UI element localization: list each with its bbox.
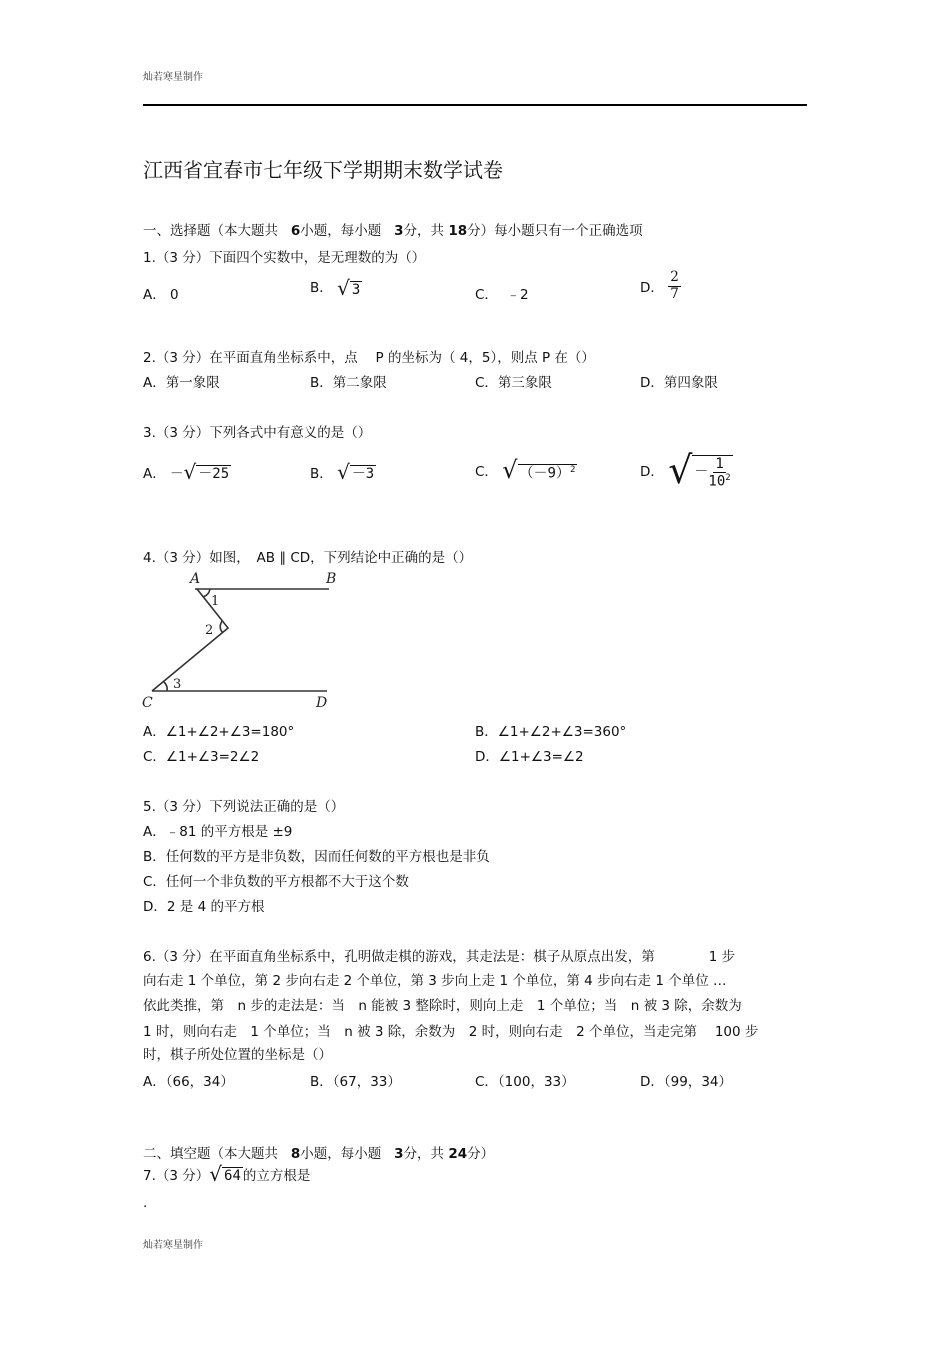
section2-heading [143, 1142, 494, 1162]
sqrt-sign: √ 64 [209, 1162, 241, 1186]
q4-option-c: C．∠1+∠3=2∠2 [143, 749, 260, 765]
q2-option-a: A．第一象限 [143, 375, 220, 391]
section1-text-2: 小题，每小题 [300, 223, 382, 239]
q2-option-b: B．第二象限 [310, 375, 387, 391]
q6-option-d: D．（99，34） [640, 1074, 733, 1090]
q4-option-a: A．∠1+∠2+∠3=180° [143, 724, 295, 740]
section1-count: 6 [290, 223, 301, 239]
angle-1-arc [203, 589, 210, 597]
q4-stem: 4.（3 分）如图， AB ∥ CD，下列结论中正确的是（） [143, 550, 473, 566]
q2-stem: 2.（3 分）在平面直角坐标系中，点 P 的坐标为（ 4，5），则点 P 在（） [143, 350, 595, 366]
header-brand: 灿若寒星制作 [143, 72, 203, 83]
section1-text-1: 一、选择题（本大题共 [143, 223, 278, 239]
q5-option-a: A．﹣81 的平方根是 ±9 [143, 824, 293, 840]
angle-3-arc [164, 682, 167, 691]
sqrt-sign: √ －25 [183, 460, 230, 484]
q6-line-3: 依此类推，第 n 步的走法是：当 n 能被 3 整除时，则向上走 1 个单位；当 n 被 3 除，余数为 [143, 998, 742, 1014]
section1-points: 3 [394, 223, 404, 239]
q1-option-c: C． ﹣2 [475, 287, 529, 303]
angle-1-label: 1 [211, 594, 220, 609]
sqrt-sign: √ 3 [337, 276, 361, 300]
section1-heading [143, 219, 643, 239]
section2-text-2: 小题，每小题 [300, 1146, 382, 1162]
q6-line-5: 时，棋子所处位置的坐标是（） [143, 1047, 332, 1063]
section2-text-4: 分） [467, 1146, 495, 1162]
angle-2-label: 2 [205, 623, 214, 638]
q1-option-a: A． 0 [143, 287, 179, 303]
parallel-lines-figure [140, 568, 340, 713]
q6-line-4: 1 时，则向右走 1 个单位；当 n 被 3 除，余数为 2 时，则向右走 2 个单位，当走完第 100 步 [143, 1024, 759, 1040]
q4-option-d: D．∠1+∠3=∠2 [475, 749, 584, 765]
q1-option-d: D． $\frac{2}{7}$ [640, 269, 679, 302]
section1-total: 18 [448, 223, 468, 239]
footer-brand: 灿若寒星制作 [143, 1240, 203, 1251]
header-rule [143, 104, 807, 106]
q3-option-c: C． √ $(-9)^2$ [475, 456, 576, 484]
q1-option-b: B． √ 3 [310, 276, 361, 300]
angle-2-arc [220, 621, 223, 633]
q6-option-a: A．（66，34） [143, 1074, 234, 1090]
label-b: B [326, 571, 337, 587]
section1-text-3: 分，共 [403, 223, 445, 239]
q3-option-b: B． √ －3 [310, 460, 375, 484]
q2-option-d: D．第四象限 [640, 375, 718, 391]
label-c: C [142, 695, 153, 711]
angle-3-label: 3 [173, 677, 182, 692]
fraction: $\frac{2}{7}$ [670, 269, 679, 302]
page-title: 江西省宜春市七年级下学期期末数学试卷 [143, 158, 503, 182]
section2-total: 24 [448, 1146, 468, 1162]
q7-answer-blank: . [143, 1195, 148, 1211]
section2-text-1: 二、填空题（本大题共 [143, 1146, 278, 1162]
q6-option-b: B．（67，33） [310, 1074, 401, 1090]
q3-stem: 3.（3 分）下列各式中有意义的是（） [143, 425, 372, 441]
q6-option-c: C．（100，33） [475, 1074, 575, 1090]
q6-line-2: 向右走 1 个单位，第 2 步向右走 2 个单位，第 3 步向上走 1 个单位，第 4 步向右走 1 个单位 … [143, 973, 727, 989]
q5-stem: 5.（3 分）下列说法正确的是（） [143, 799, 345, 815]
label-a: A [190, 571, 201, 587]
section2-points: 3 [394, 1146, 404, 1162]
sqrt-sign: √ －3 [337, 460, 375, 484]
q4-option-b: B．∠1+∠2+∠3=360° [475, 724, 627, 740]
q6-line-1: 6.（3 分）在平面直角坐标系中，孔明做走棋的游戏，其走法是：棋子从原点出发，第 1 步 [143, 949, 736, 965]
q7-stem: 7.（3 分） √ 64 的立方根是 [143, 1162, 311, 1186]
q5-option-b: B．任何数的平方是非负数，因而任何数的平方根也是非负 [143, 849, 490, 865]
q5-option-c: C．任何一个非负数的平方根都不大于这个数 [143, 874, 409, 890]
q1-stem: 1.（3 分）下面四个实数中，是无理数的为（） [143, 250, 426, 266]
section2-count: 8 [290, 1146, 301, 1162]
q2-option-c: C．第三象限 [475, 375, 552, 391]
q5-option-d: D．2 是 4 的平方根 [143, 899, 265, 915]
q3-option-a: A． － √ －25 [143, 460, 230, 484]
section2-text-3: 分，共 [403, 1146, 445, 1162]
section1-text-4: 分）每小题只有一个正确选项 [467, 223, 643, 239]
sqrt-sign: √ $(-9)^2$ [502, 456, 576, 484]
sqrt-sign: √ － $\frac{1}{10^2}$ [668, 448, 731, 492]
label-d: D [316, 695, 328, 711]
q3-option-d: D． √ － $\frac{1}{10^2}$ [640, 448, 731, 492]
